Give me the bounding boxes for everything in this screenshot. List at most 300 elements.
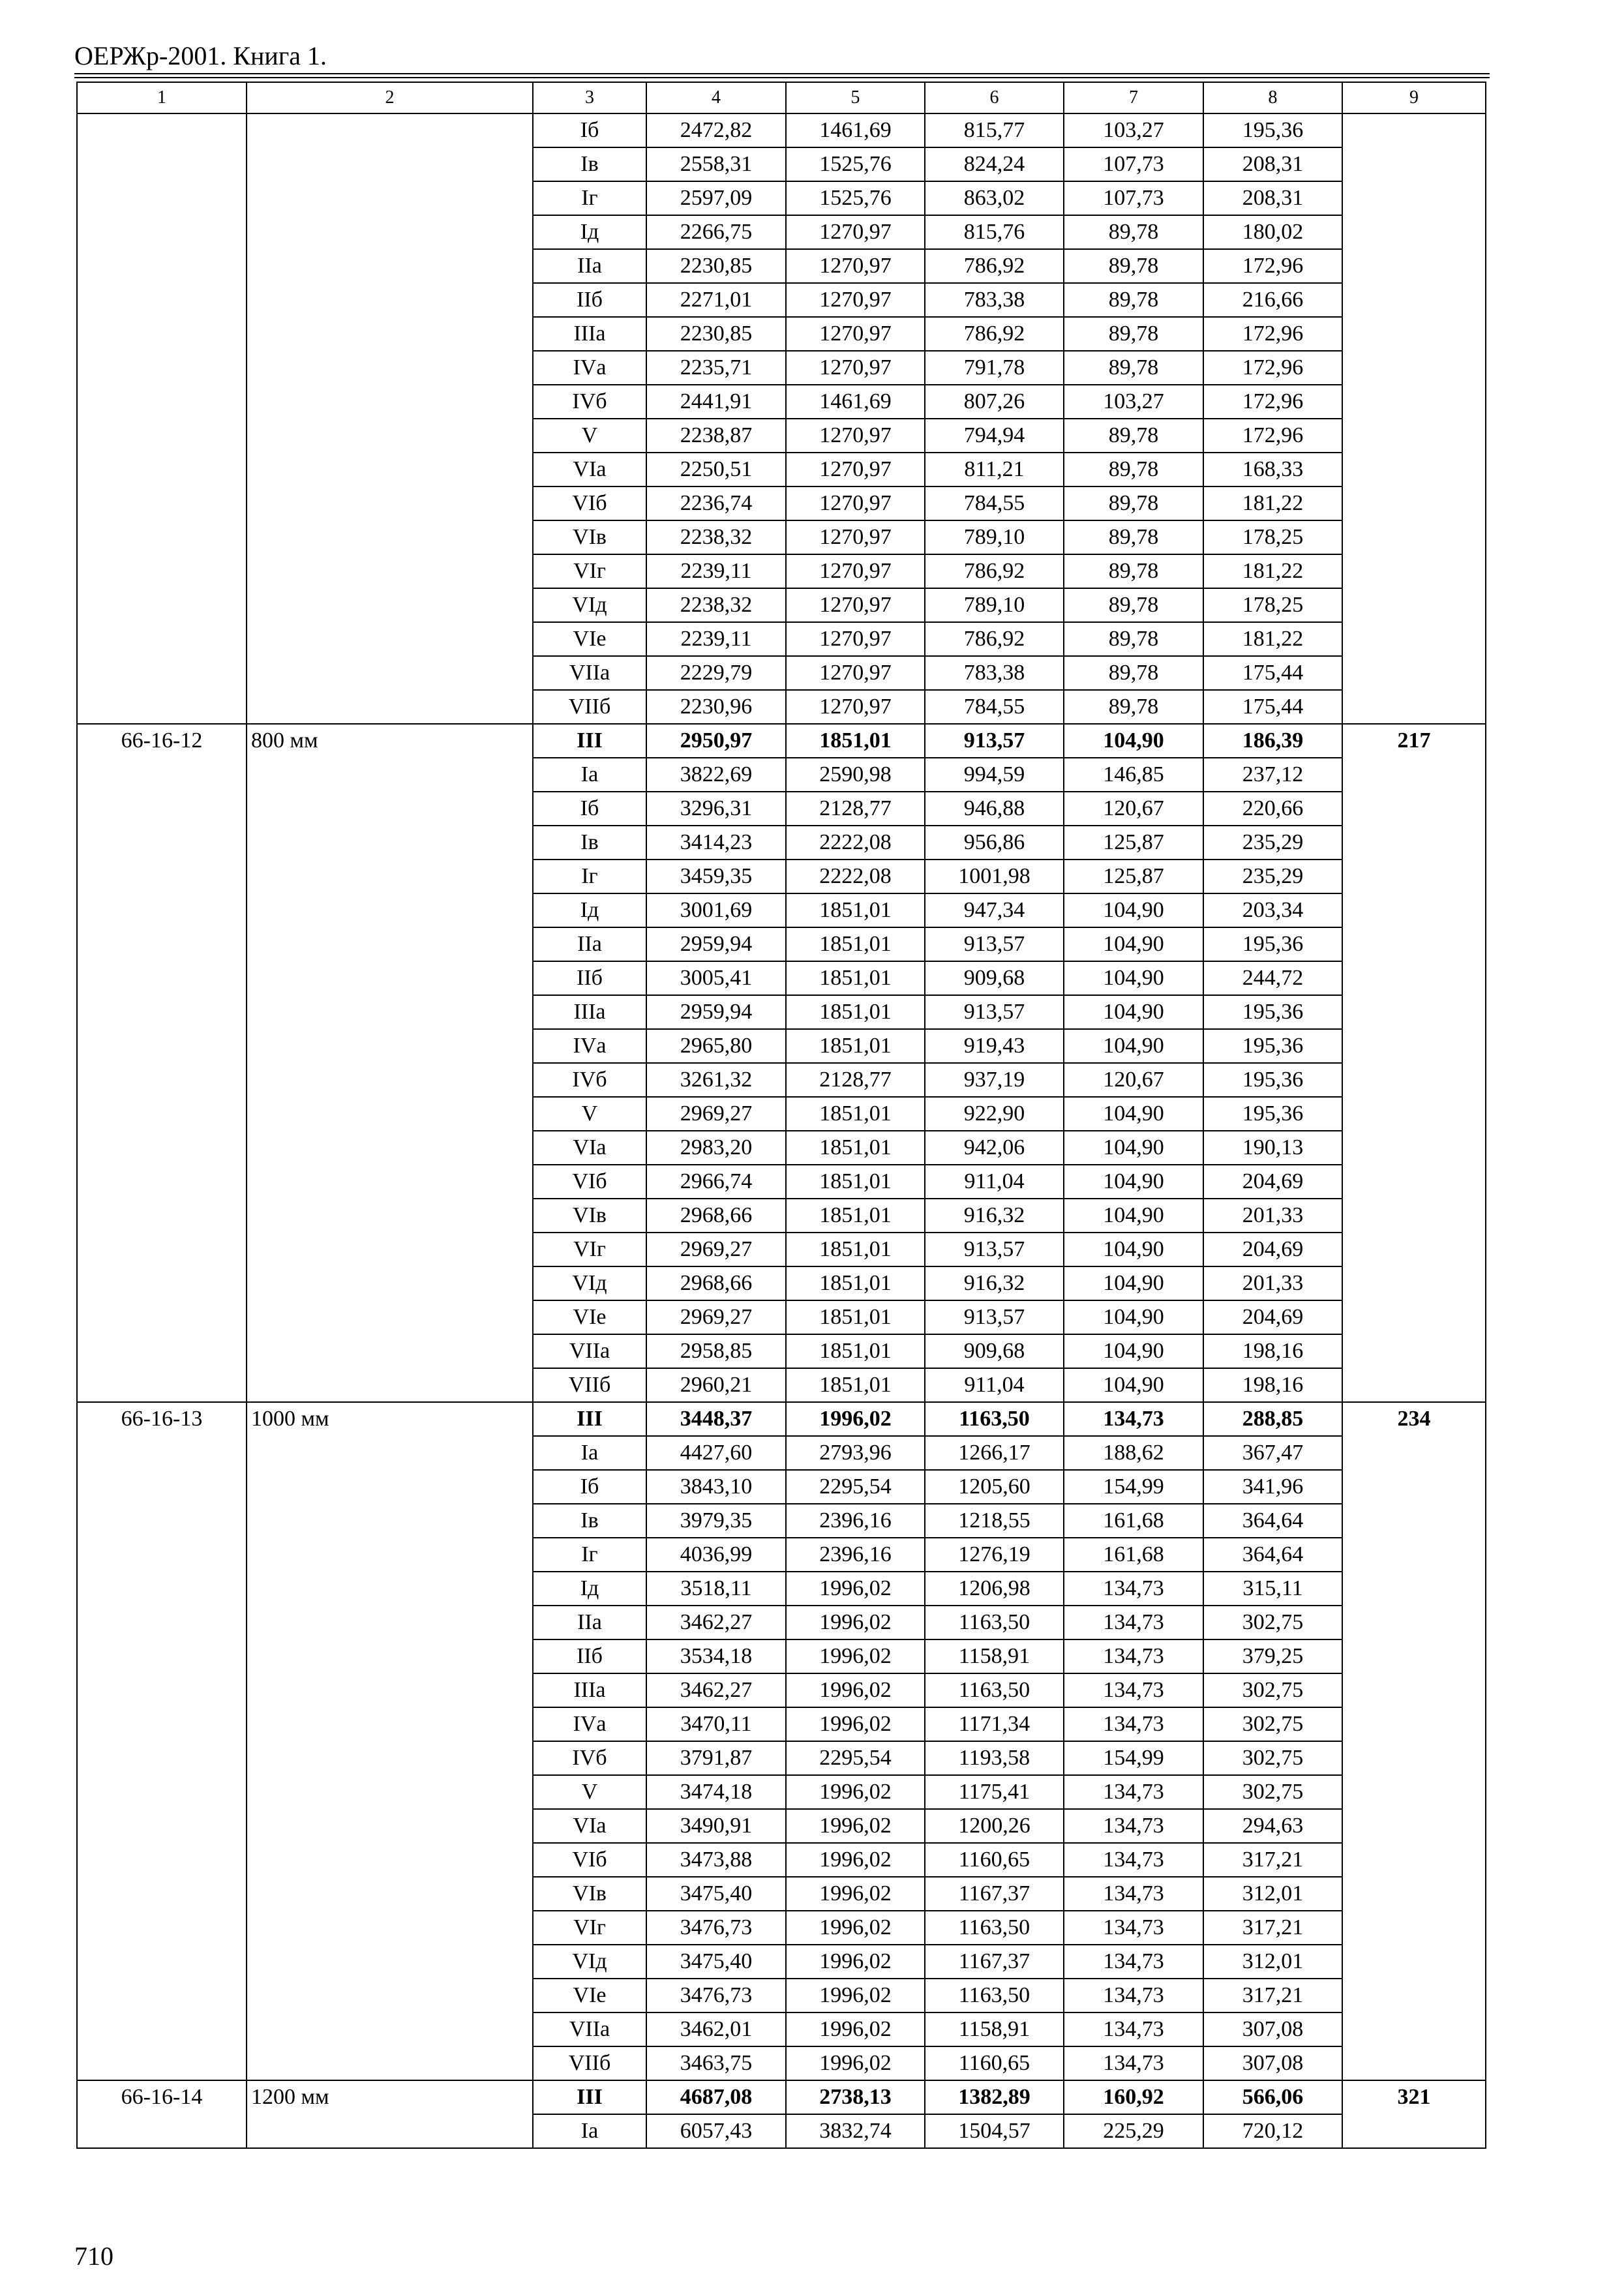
value-cell: 913,57 bbox=[925, 1300, 1064, 1334]
value-cell: 1996,02 bbox=[786, 1979, 925, 2012]
zone-cell: V bbox=[533, 1097, 646, 1131]
value-cell: 134,73 bbox=[1064, 1572, 1203, 1606]
zone-cell: IIа bbox=[533, 1606, 646, 1639]
value-cell: 104,90 bbox=[1064, 893, 1203, 927]
zone-cell: IVа bbox=[533, 1029, 646, 1063]
value-cell: 103,27 bbox=[1064, 113, 1203, 147]
value-cell: 89,78 bbox=[1064, 215, 1203, 249]
value-cell: 134,73 bbox=[1064, 1402, 1203, 1436]
zone-cell: VIд bbox=[533, 1945, 646, 1979]
value-cell: 937,19 bbox=[925, 1063, 1064, 1097]
value-cell: 2960,21 bbox=[646, 1368, 786, 1402]
zone-cell: IVа bbox=[533, 1707, 646, 1741]
zone-cell: IIIа bbox=[533, 1673, 646, 1707]
zone-cell: III bbox=[533, 724, 646, 758]
column-number: 4 bbox=[646, 82, 786, 113]
column-9-value bbox=[1342, 113, 1486, 724]
value-cell: 244,72 bbox=[1203, 961, 1342, 995]
value-cell: 3296,31 bbox=[646, 792, 786, 826]
value-cell: 913,57 bbox=[925, 927, 1064, 961]
value-cell: 208,31 bbox=[1203, 147, 1342, 181]
zone-cell: VIа bbox=[533, 453, 646, 486]
value-cell: 1163,50 bbox=[925, 1979, 1064, 2012]
zone-cell: VIе bbox=[533, 622, 646, 656]
value-cell: 4036,99 bbox=[646, 1538, 786, 1572]
value-cell: 134,73 bbox=[1064, 1775, 1203, 1809]
value-cell: 1218,55 bbox=[925, 1504, 1064, 1538]
value-cell: 89,78 bbox=[1064, 622, 1203, 656]
value-cell: 203,34 bbox=[1203, 893, 1342, 927]
value-cell: 154,99 bbox=[1064, 1470, 1203, 1504]
value-cell: 1996,02 bbox=[786, 2046, 925, 2080]
value-cell: 1158,91 bbox=[925, 2012, 1064, 2046]
value-cell: 2230,85 bbox=[646, 249, 786, 283]
zone-cell: Iб bbox=[533, 1470, 646, 1504]
value-cell: 186,39 bbox=[1203, 724, 1342, 758]
table-row bbox=[77, 724, 1486, 758]
value-cell: 1851,01 bbox=[786, 1233, 925, 1266]
column-9-value: 217 bbox=[1342, 724, 1486, 1402]
value-cell: 1996,02 bbox=[786, 1402, 925, 1436]
value-cell: 1851,01 bbox=[786, 1029, 925, 1063]
column-number: 1 bbox=[77, 82, 247, 113]
value-cell: 3261,32 bbox=[646, 1063, 786, 1097]
value-cell: 134,73 bbox=[1064, 1911, 1203, 1945]
value-cell: 104,90 bbox=[1064, 1368, 1203, 1402]
value-cell: 789,10 bbox=[925, 520, 1064, 554]
value-cell: 783,38 bbox=[925, 656, 1064, 690]
value-cell: 3791,87 bbox=[646, 1741, 786, 1775]
value-cell: 3476,73 bbox=[646, 1911, 786, 1945]
value-cell: 1851,01 bbox=[786, 1131, 925, 1165]
value-cell: 2238,32 bbox=[646, 588, 786, 622]
zone-cell: IIа bbox=[533, 927, 646, 961]
value-cell: 1851,01 bbox=[786, 1300, 925, 1334]
value-cell: 1200,26 bbox=[925, 1809, 1064, 1843]
value-cell: 919,43 bbox=[925, 1029, 1064, 1063]
value-cell: 1270,97 bbox=[786, 249, 925, 283]
value-cell: 107,73 bbox=[1064, 147, 1203, 181]
value-cell: 1167,37 bbox=[925, 1877, 1064, 1911]
value-cell: 134,73 bbox=[1064, 1809, 1203, 1843]
value-cell: 2959,94 bbox=[646, 927, 786, 961]
value-cell: 195,36 bbox=[1203, 1097, 1342, 1131]
rate-name: 800 мм bbox=[247, 724, 533, 1402]
value-cell: 942,06 bbox=[925, 1131, 1064, 1165]
table-row bbox=[77, 2080, 1486, 2114]
value-cell: 2128,77 bbox=[786, 792, 925, 826]
column-number: 7 bbox=[1064, 82, 1203, 113]
value-cell: 317,21 bbox=[1203, 1979, 1342, 2012]
value-cell: 104,90 bbox=[1064, 724, 1203, 758]
value-cell: 786,92 bbox=[925, 249, 1064, 283]
value-cell: 2222,08 bbox=[786, 860, 925, 893]
value-cell: 1270,97 bbox=[786, 588, 925, 622]
value-cell: 341,96 bbox=[1203, 1470, 1342, 1504]
value-cell: 2959,94 bbox=[646, 995, 786, 1029]
zone-cell: Iв bbox=[533, 1504, 646, 1538]
value-cell: 3475,40 bbox=[646, 1877, 786, 1911]
value-cell: 1851,01 bbox=[786, 1097, 925, 1131]
value-cell: 104,90 bbox=[1064, 927, 1203, 961]
value-cell: 3474,18 bbox=[646, 1775, 786, 1809]
value-cell: 1851,01 bbox=[786, 961, 925, 995]
value-cell: 2958,85 bbox=[646, 1334, 786, 1368]
value-cell: 3001,69 bbox=[646, 893, 786, 927]
value-cell: 89,78 bbox=[1064, 351, 1203, 385]
value-cell: 2950,97 bbox=[646, 724, 786, 758]
value-cell: 294,63 bbox=[1203, 1809, 1342, 1843]
value-cell: 2271,01 bbox=[646, 283, 786, 317]
value-cell: 312,01 bbox=[1203, 1945, 1342, 1979]
zone-cell: VIIа bbox=[533, 2012, 646, 2046]
value-cell: 786,92 bbox=[925, 317, 1064, 351]
value-cell: 89,78 bbox=[1064, 453, 1203, 486]
zone-cell: VIе bbox=[533, 1300, 646, 1334]
value-cell: 204,69 bbox=[1203, 1165, 1342, 1199]
value-cell: 3822,69 bbox=[646, 758, 786, 792]
value-cell: 2128,77 bbox=[786, 1063, 925, 1097]
value-cell: 104,90 bbox=[1064, 961, 1203, 995]
value-cell: 1851,01 bbox=[786, 1199, 925, 1233]
value-cell: 1851,01 bbox=[786, 927, 925, 961]
rate-name: 1000 мм bbox=[247, 1402, 533, 2080]
value-cell: 178,25 bbox=[1203, 588, 1342, 622]
rate-code: 66-16-12 bbox=[77, 724, 247, 1402]
value-cell: 566,06 bbox=[1203, 2080, 1342, 2114]
value-cell: 317,21 bbox=[1203, 1843, 1342, 1877]
value-cell: 3462,27 bbox=[646, 1606, 786, 1639]
value-cell: 2441,91 bbox=[646, 385, 786, 419]
value-cell: 1461,69 bbox=[786, 385, 925, 419]
zone-cell: VIIб bbox=[533, 2046, 646, 2080]
rate-name bbox=[247, 113, 533, 724]
value-cell: 2239,11 bbox=[646, 622, 786, 656]
column-number: 9 bbox=[1342, 82, 1486, 113]
value-cell: 172,96 bbox=[1203, 351, 1342, 385]
value-cell: 134,73 bbox=[1064, 1843, 1203, 1877]
value-cell: 134,73 bbox=[1064, 1673, 1203, 1707]
zone-cell: Iб bbox=[533, 113, 646, 147]
value-cell: 4427,60 bbox=[646, 1436, 786, 1470]
value-cell: 794,94 bbox=[925, 419, 1064, 453]
value-cell: 1163,50 bbox=[925, 1911, 1064, 1945]
value-cell: 172,96 bbox=[1203, 317, 1342, 351]
zone-cell: IIIа bbox=[533, 317, 646, 351]
value-cell: 2968,66 bbox=[646, 1199, 786, 1233]
value-cell: 367,47 bbox=[1203, 1436, 1342, 1470]
zone-cell: Iа bbox=[533, 758, 646, 792]
value-cell: 315,11 bbox=[1203, 1572, 1342, 1606]
value-cell: 2965,80 bbox=[646, 1029, 786, 1063]
zone-cell: Iд bbox=[533, 1572, 646, 1606]
value-cell: 824,24 bbox=[925, 147, 1064, 181]
rate-code bbox=[77, 113, 247, 724]
zone-cell: Iд bbox=[533, 893, 646, 927]
value-cell: 1996,02 bbox=[786, 1843, 925, 1877]
value-cell: 175,44 bbox=[1203, 656, 1342, 690]
value-cell: 2230,85 bbox=[646, 317, 786, 351]
value-cell: 3448,37 bbox=[646, 1402, 786, 1436]
value-cell: 6057,43 bbox=[646, 2114, 786, 2148]
value-cell: 146,85 bbox=[1064, 758, 1203, 792]
value-cell: 1163,50 bbox=[925, 1606, 1064, 1639]
value-cell: 1270,97 bbox=[786, 622, 925, 656]
value-cell: 1270,97 bbox=[786, 520, 925, 554]
value-cell: 3534,18 bbox=[646, 1639, 786, 1673]
value-cell: 1206,98 bbox=[925, 1572, 1064, 1606]
value-cell: 195,36 bbox=[1203, 113, 1342, 147]
value-cell: 134,73 bbox=[1064, 2046, 1203, 2080]
value-cell: 307,08 bbox=[1203, 2012, 1342, 2046]
value-cell: 3473,88 bbox=[646, 1843, 786, 1877]
zone-cell: VIд bbox=[533, 1266, 646, 1300]
column-number: 6 bbox=[925, 82, 1064, 113]
value-cell: 161,68 bbox=[1064, 1538, 1203, 1572]
value-cell: 220,66 bbox=[1203, 792, 1342, 826]
value-cell: 302,75 bbox=[1203, 1707, 1342, 1741]
value-cell: 3463,75 bbox=[646, 2046, 786, 2080]
rates-table bbox=[76, 82, 1486, 2149]
table-row bbox=[77, 1402, 1486, 1436]
value-cell: 134,73 bbox=[1064, 1945, 1203, 1979]
zone-cell: IIб bbox=[533, 961, 646, 995]
zone-cell: VIIа bbox=[533, 1334, 646, 1368]
value-cell: 1851,01 bbox=[786, 1334, 925, 1368]
value-cell: 1270,97 bbox=[786, 215, 925, 249]
value-cell: 807,26 bbox=[925, 385, 1064, 419]
value-cell: 784,55 bbox=[925, 690, 1064, 724]
zone-cell: IVб bbox=[533, 1063, 646, 1097]
value-cell: 1996,02 bbox=[786, 1775, 925, 1809]
value-cell: 791,78 bbox=[925, 351, 1064, 385]
value-cell: 863,02 bbox=[925, 181, 1064, 215]
value-cell: 1851,01 bbox=[786, 1165, 925, 1199]
value-cell: 2983,20 bbox=[646, 1131, 786, 1165]
value-cell: 784,55 bbox=[925, 486, 1064, 520]
column-9-value: 321 bbox=[1342, 2080, 1486, 2148]
value-cell: 2222,08 bbox=[786, 826, 925, 860]
value-cell: 1504,57 bbox=[925, 2114, 1064, 2148]
value-cell: 1525,76 bbox=[786, 181, 925, 215]
value-cell: 3462,27 bbox=[646, 1673, 786, 1707]
value-cell: 1266,17 bbox=[925, 1436, 1064, 1470]
value-cell: 103,27 bbox=[1064, 385, 1203, 419]
value-cell: 120,67 bbox=[1064, 792, 1203, 826]
value-cell: 235,29 bbox=[1203, 860, 1342, 893]
value-cell: 911,04 bbox=[925, 1368, 1064, 1402]
value-cell: 104,90 bbox=[1064, 1131, 1203, 1165]
value-cell: 104,90 bbox=[1064, 1334, 1203, 1368]
value-cell: 909,68 bbox=[925, 961, 1064, 995]
value-cell: 1996,02 bbox=[786, 1877, 925, 1911]
value-cell: 720,12 bbox=[1203, 2114, 1342, 2148]
page-number: 710 bbox=[74, 2241, 113, 2271]
zone-cell: VIв bbox=[533, 520, 646, 554]
zone-cell: IVа bbox=[533, 351, 646, 385]
value-cell: 188,62 bbox=[1064, 1436, 1203, 1470]
value-cell: 154,99 bbox=[1064, 1741, 1203, 1775]
value-cell: 909,68 bbox=[925, 1334, 1064, 1368]
value-cell: 947,34 bbox=[925, 893, 1064, 927]
value-cell: 89,78 bbox=[1064, 317, 1203, 351]
value-cell: 789,10 bbox=[925, 588, 1064, 622]
value-cell: 160,92 bbox=[1064, 2080, 1203, 2114]
value-cell: 811,21 bbox=[925, 453, 1064, 486]
value-cell: 302,75 bbox=[1203, 1673, 1342, 1707]
column-numbers-row bbox=[77, 82, 1486, 113]
value-cell: 125,87 bbox=[1064, 826, 1203, 860]
value-cell: 89,78 bbox=[1064, 486, 1203, 520]
rate-code: 66-16-13 bbox=[77, 1402, 247, 2080]
value-cell: 2250,51 bbox=[646, 453, 786, 486]
zone-cell: IIб bbox=[533, 1639, 646, 1673]
value-cell: 302,75 bbox=[1203, 1775, 1342, 1809]
value-cell: 2266,75 bbox=[646, 215, 786, 249]
value-cell: 916,32 bbox=[925, 1199, 1064, 1233]
value-cell: 2238,32 bbox=[646, 520, 786, 554]
value-cell: 2235,71 bbox=[646, 351, 786, 385]
value-cell: 783,38 bbox=[925, 283, 1064, 317]
page-header-title: ОЕРЖр-2001. Книга 1. bbox=[74, 41, 327, 70]
zone-cell: V bbox=[533, 1775, 646, 1809]
value-cell: 1270,97 bbox=[786, 554, 925, 588]
value-cell: 204,69 bbox=[1203, 1300, 1342, 1334]
zone-cell: VIб bbox=[533, 1165, 646, 1199]
value-cell: 1167,37 bbox=[925, 1945, 1064, 1979]
value-cell: 195,36 bbox=[1203, 1029, 1342, 1063]
value-cell: 181,22 bbox=[1203, 622, 1342, 656]
value-cell: 815,77 bbox=[925, 113, 1064, 147]
value-cell: 1461,69 bbox=[786, 113, 925, 147]
header-rule-secondary bbox=[74, 77, 1490, 78]
zone-cell: IIб bbox=[533, 283, 646, 317]
value-cell: 2590,98 bbox=[786, 758, 925, 792]
value-cell: 2236,74 bbox=[646, 486, 786, 520]
value-cell: 195,36 bbox=[1203, 995, 1342, 1029]
table-row bbox=[77, 113, 1486, 147]
value-cell: 2969,27 bbox=[646, 1300, 786, 1334]
value-cell: 89,78 bbox=[1064, 249, 1203, 283]
value-cell: 195,36 bbox=[1203, 1063, 1342, 1097]
value-cell: 3470,11 bbox=[646, 1707, 786, 1741]
value-cell: 2295,54 bbox=[786, 1741, 925, 1775]
value-cell: 1996,02 bbox=[786, 1945, 925, 1979]
value-cell: 364,64 bbox=[1203, 1504, 1342, 1538]
zone-cell: VIб bbox=[533, 1843, 646, 1877]
value-cell: 134,73 bbox=[1064, 2012, 1203, 2046]
value-cell: 1171,34 bbox=[925, 1707, 1064, 1741]
value-cell: 911,04 bbox=[925, 1165, 1064, 1199]
value-cell: 312,01 bbox=[1203, 1877, 1342, 1911]
value-cell: 104,90 bbox=[1064, 1266, 1203, 1300]
zone-cell: IVб bbox=[533, 1741, 646, 1775]
zone-cell: IIа bbox=[533, 249, 646, 283]
value-cell: 317,21 bbox=[1203, 1911, 1342, 1945]
value-cell: 237,12 bbox=[1203, 758, 1342, 792]
value-cell: 89,78 bbox=[1064, 419, 1203, 453]
value-cell: 1851,01 bbox=[786, 1368, 925, 1402]
value-cell: 364,64 bbox=[1203, 1538, 1342, 1572]
zone-cell: Iв bbox=[533, 147, 646, 181]
value-cell: 916,32 bbox=[925, 1266, 1064, 1300]
header-rule bbox=[74, 73, 1490, 74]
value-cell: 134,73 bbox=[1064, 1979, 1203, 2012]
value-cell: 4687,08 bbox=[646, 2080, 786, 2114]
value-cell: 181,22 bbox=[1203, 554, 1342, 588]
value-cell: 190,13 bbox=[1203, 1131, 1342, 1165]
value-cell: 3414,23 bbox=[646, 826, 786, 860]
value-cell: 2229,79 bbox=[646, 656, 786, 690]
value-cell: 815,76 bbox=[925, 215, 1064, 249]
zone-cell: IVб bbox=[533, 385, 646, 419]
value-cell: 3462,01 bbox=[646, 2012, 786, 2046]
value-cell: 1160,65 bbox=[925, 2046, 1064, 2080]
zone-cell: VIIа bbox=[533, 656, 646, 690]
value-cell: 172,96 bbox=[1203, 419, 1342, 453]
value-cell: 1163,50 bbox=[925, 1402, 1064, 1436]
zone-cell: VIа bbox=[533, 1809, 646, 1843]
value-cell: 201,33 bbox=[1203, 1199, 1342, 1233]
zone-cell: Iб bbox=[533, 792, 646, 826]
value-cell: 204,69 bbox=[1203, 1233, 1342, 1266]
value-cell: 168,33 bbox=[1203, 453, 1342, 486]
value-cell: 1851,01 bbox=[786, 724, 925, 758]
value-cell: 208,31 bbox=[1203, 181, 1342, 215]
value-cell: 913,57 bbox=[925, 1233, 1064, 1266]
value-cell: 2597,09 bbox=[646, 181, 786, 215]
column-number: 5 bbox=[786, 82, 925, 113]
value-cell: 1270,97 bbox=[786, 351, 925, 385]
zone-cell: III bbox=[533, 2080, 646, 2114]
value-cell: 2558,31 bbox=[646, 147, 786, 181]
value-cell: 913,57 bbox=[925, 995, 1064, 1029]
value-cell: 302,75 bbox=[1203, 1741, 1342, 1775]
zone-cell: VIа bbox=[533, 1131, 646, 1165]
value-cell: 89,78 bbox=[1064, 588, 1203, 622]
zone-cell: Iд bbox=[533, 215, 646, 249]
value-cell: 2969,27 bbox=[646, 1233, 786, 1266]
value-cell: 302,75 bbox=[1203, 1606, 1342, 1639]
rate-code: 66-16-14 bbox=[77, 2080, 247, 2148]
value-cell: 1163,50 bbox=[925, 1673, 1064, 1707]
value-cell: 1996,02 bbox=[786, 1572, 925, 1606]
value-cell: 235,29 bbox=[1203, 826, 1342, 860]
value-cell: 161,68 bbox=[1064, 1504, 1203, 1538]
value-cell: 3005,41 bbox=[646, 961, 786, 995]
value-cell: 1996,02 bbox=[786, 1639, 925, 1673]
column-number: 2 bbox=[247, 82, 533, 113]
zone-cell: VIв bbox=[533, 1199, 646, 1233]
value-cell: 104,90 bbox=[1064, 995, 1203, 1029]
value-cell: 956,86 bbox=[925, 826, 1064, 860]
value-cell: 107,73 bbox=[1064, 181, 1203, 215]
value-cell: 134,73 bbox=[1064, 1639, 1203, 1673]
value-cell: 288,85 bbox=[1203, 1402, 1342, 1436]
value-cell: 104,90 bbox=[1064, 1300, 1203, 1334]
value-cell: 3490,91 bbox=[646, 1809, 786, 1843]
value-cell: 1996,02 bbox=[786, 1911, 925, 1945]
value-cell: 1270,97 bbox=[786, 283, 925, 317]
value-cell: 1276,19 bbox=[925, 1538, 1064, 1572]
value-cell: 1193,58 bbox=[925, 1741, 1064, 1775]
rate-name: 1200 мм bbox=[247, 2080, 533, 2148]
value-cell: 1851,01 bbox=[786, 995, 925, 1029]
zone-cell: VIIб bbox=[533, 690, 646, 724]
value-cell: 1270,97 bbox=[786, 453, 925, 486]
value-cell: 89,78 bbox=[1064, 554, 1203, 588]
value-cell: 104,90 bbox=[1064, 1029, 1203, 1063]
